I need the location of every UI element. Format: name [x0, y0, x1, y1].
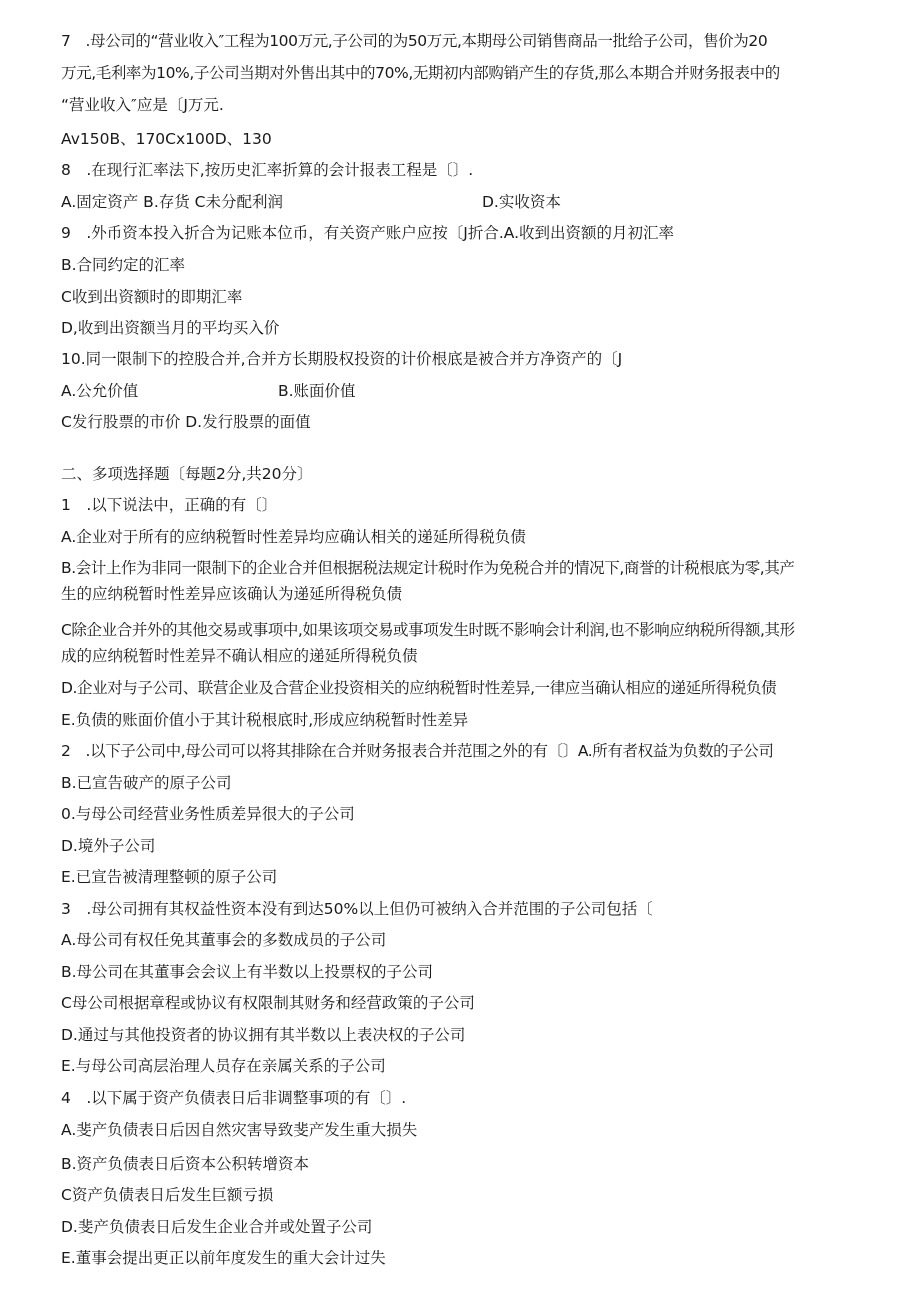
- q8-option-d: D.实收资本: [482, 193, 561, 211]
- m4-option-c: C资产负债表日后发生巨额亏损: [61, 1186, 274, 1204]
- q7-stem-line-1: 7 .母公司的“营业收入″工程为100万元,子公司的为50万元,本期母公司销售商品一批给子公司，售价为20: [61, 32, 768, 50]
- m1-option-b-line-1: B.会计上作为非同一限制下的企业合并但根据税法规定计税时作为免税合并的情况下,商誉的计税根底为零,其产: [61, 559, 795, 577]
- m4-option-d: D.斐产负债表日后发生企业合并或处置子公司: [61, 1218, 373, 1236]
- m1-option-c-line-2: 成的应纳税暂时性差异不确认相应的递延所得税负债: [61, 647, 418, 665]
- m3-option-c: C母公司根据章程或协议有权限制其财务和经营政策的子公司: [61, 994, 475, 1012]
- q8-stem: 8 .在现行汇率法下,按历史汇率折算的会计报表工程是〔〕.: [61, 161, 474, 179]
- m2-option-d: D.境外子公司: [61, 837, 156, 855]
- m2-stem: 2 .以下子公司中,母公司可以将其排除在合并财务报表合并范围之外的有〔〕A.所有者权益为负数的子公司: [61, 742, 774, 760]
- m4-option-b: B.资产负债表日后资本公积转增资本: [61, 1155, 310, 1173]
- q9-option-b: B.合同约定的汇率: [61, 256, 186, 274]
- q8-options: [61, 191, 891, 213]
- q10-options-cd: C发行股票的市价 D.发行股票的面值: [61, 413, 311, 431]
- q9-option-c: C收到出资额时的即期汇率: [61, 288, 243, 306]
- m4-option-e: E.董事会提出更正以前年度发生的重大会计过失: [61, 1249, 386, 1267]
- m3-stem: 3 .母公司拥有其权益性资本没有到达50%以上但仍可被纳入合并范围的子公司包括〔: [61, 900, 653, 918]
- q7-stem-line-2: 万元,毛利率为10%,子公司当期对外售出其中的70%,无期初内部购销产生的存货,那么本期合并财务报表中的: [61, 64, 780, 82]
- m1-option-b-line-2: 生的应纳税暂时性差异应该确认为递延所得税负债: [61, 585, 403, 603]
- q10-option-a: A.公允价值: [61, 382, 139, 400]
- m4-stem: 4 .以下属于资产负债表日后非调整事项的有〔〕.: [61, 1089, 407, 1107]
- m3-option-d: D.通过与其他投资者的协议拥有其半数以上表决权的子公司: [61, 1026, 466, 1044]
- m2-option-c: 0.与母公司经营业务性质差异很大的子公司: [61, 805, 355, 823]
- m4-option-a: A.斐产负债表日后因自然灾害导致斐产发生重大损失: [61, 1121, 418, 1139]
- q9-option-d: D,收到出资额当月的平均买入价: [61, 319, 280, 337]
- q9-stem: 9 .外币资本投入折合为记账本位币，有关资产账户应按〔J折合.A.收到出资额的月初汇率: [61, 224, 675, 242]
- m1-option-a: A.企业对于所有的应纳税暂时性差异均应确认相关的递延所得税负债: [61, 528, 526, 546]
- m2-option-b: B.已宣告破产的原子公司: [61, 774, 232, 792]
- q10-options-ab: [61, 380, 891, 402]
- q8-options-abc: A.固定资产 B.存货 C未分配利润: [61, 193, 283, 211]
- section-heading-multi-choice: 二、多项选择题〔每题2分,共20分〕: [61, 465, 313, 483]
- m1-option-c-line-1: C除企业合并外的其他交易或事项中,如果该项交易或事项发生时既不影响会计利润,也不影响应纳税所得额,其形: [61, 621, 795, 639]
- m1-stem: 1 .以下说法中，正确的有〔〕: [61, 496, 278, 514]
- q7-options: Av150B、170Cх100D、130: [61, 130, 272, 148]
- q10-option-b: B.账面价值: [278, 382, 356, 400]
- m3-option-a: A.母公司有权任免其董事会的多数成员的子公司: [61, 931, 387, 949]
- m2-option-e: E.已宣告被清理整顿的原子公司: [61, 868, 278, 886]
- m3-option-e: E.与母公司高层治理人员存在亲属关系的子公司: [61, 1057, 386, 1075]
- m1-option-e: E.负债的账面价值小于其计税根底时,形成应纳税暂时性差异: [61, 711, 469, 729]
- q10-stem: 10.同一限制下的控股合并,合并方长期股权投资的计价根底是被合并方净资产的〔J: [61, 350, 623, 368]
- m1-option-d: D.企业对与子公司、联营企业及合营企业投资相关的应纳税暂时性差异,一律应当确认相应的递延所得税负债: [61, 679, 777, 697]
- m3-option-b: B.母公司在其董事会会议上有半数以上投票权的子公司: [61, 963, 434, 981]
- q7-stem-line-3: “营业收入″应是〔J万元.: [61, 96, 224, 114]
